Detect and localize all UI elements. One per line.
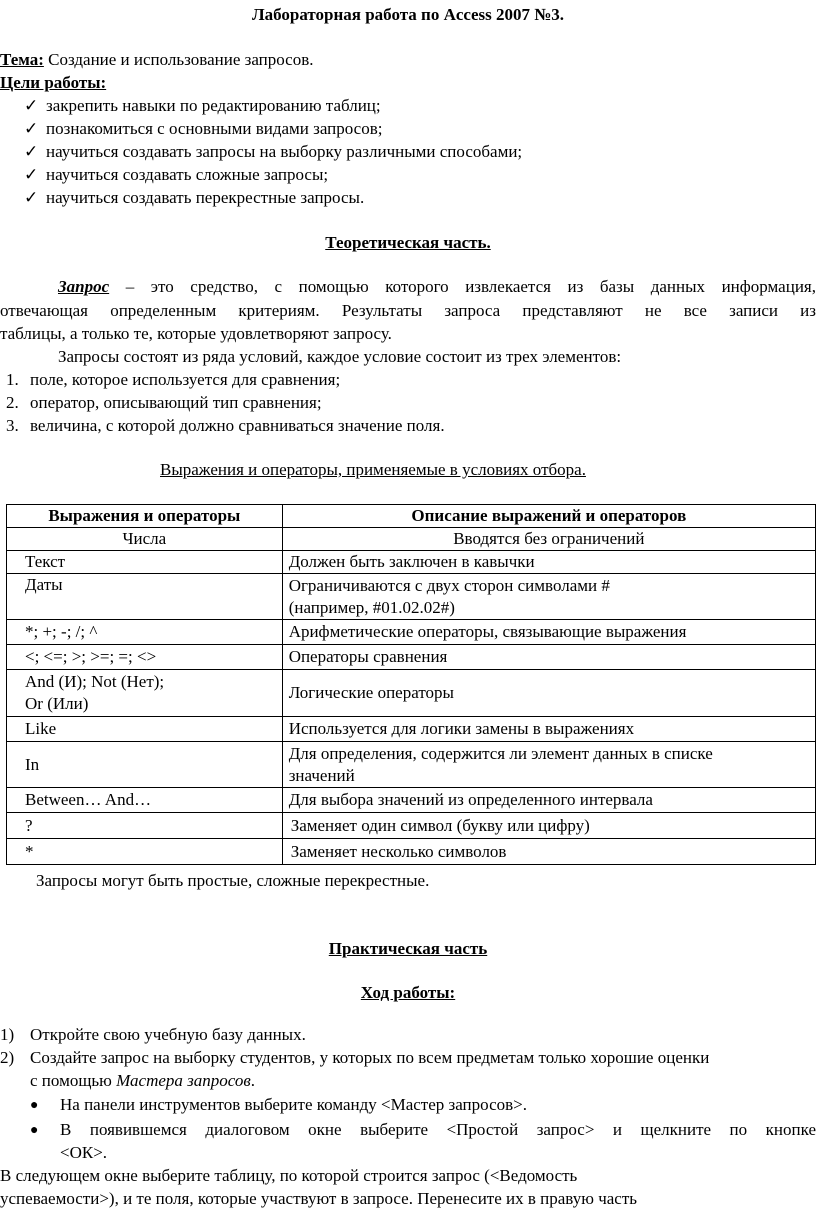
goal-item: научиться создавать сложные запросы; xyxy=(46,165,329,184)
table-row xyxy=(7,717,816,742)
table-row xyxy=(7,551,816,574)
table-header-cell: Описание выражений и операторов xyxy=(282,505,815,528)
checkmark-icon: ✓ xyxy=(24,142,39,161)
table-cell: *; +; -; /; ^ xyxy=(7,620,283,645)
step-2-line2: с помощью Мастера запросов. xyxy=(30,1071,256,1090)
goal-item: научиться создавать перекрестные запросы. xyxy=(46,188,365,207)
checkmark-icon: ✓ xyxy=(24,119,39,138)
table-cell: Заменяет несколько символов xyxy=(282,839,815,865)
theory-heading: Теоретическая часть. xyxy=(325,233,491,252)
table-cell: <; <=; >; >=; =; <> xyxy=(7,645,283,670)
table-cell: And (И); Not (Нет); Or (Или) xyxy=(7,670,283,717)
bullet-icon: ● xyxy=(30,1098,39,1113)
table-row xyxy=(7,670,816,717)
table-cell: Арифметические операторы, связывающие выражения xyxy=(282,620,815,645)
table-row xyxy=(7,742,816,788)
final-line1: В следующем окне выберите таблицу, по которой строится запрос (<Ведомость xyxy=(0,1166,578,1185)
checkmark-icon: ✓ xyxy=(24,96,39,115)
table-cell: In xyxy=(7,742,283,788)
goals-label: Цели работы: xyxy=(0,73,107,92)
table-cell: Логические операторы xyxy=(282,670,815,717)
bullet-1: На панели инструментов выберите команду <Мастер запросов>. xyxy=(60,1095,527,1114)
goal-item: познакомиться с основными видами запросов; xyxy=(46,119,383,138)
term-query: Запрос xyxy=(58,277,110,296)
table-cell: Даты xyxy=(7,574,283,620)
table-cell: * xyxy=(7,839,283,865)
topic-text: Создание и использование запросов. xyxy=(43,50,314,69)
checkmark-icon: ✓ xyxy=(24,165,39,184)
theory-p1-line3: таблицы, а только те, которые удовлетворяют запросу. xyxy=(0,324,392,343)
table-row xyxy=(7,574,816,620)
table-cell: Between… And… xyxy=(7,788,283,813)
bullet-2-line2: <ОК>. xyxy=(60,1143,108,1162)
bullet-2-line1: В появившемся диалоговом окне выберите <Простой запрос> и щелкните по кнопке xyxy=(60,1120,816,1139)
table-cell: Заменяет один символ (букву или цифру) xyxy=(282,813,815,839)
table-caption: Выражения и операторы, применяемые в условиях отбора. xyxy=(160,460,586,479)
final-line2: успеваемости>), и те поля, которые участвуют в запросе. Перенесите их в правую часть xyxy=(0,1189,638,1208)
table-row xyxy=(7,788,816,813)
document-title: Лабораторная работа по Access 2007 №3. xyxy=(251,5,565,24)
practice-subheading: Ход работы: xyxy=(360,983,456,1002)
table-row xyxy=(7,528,816,551)
goal-item: научиться создавать запросы на выборку различными способами; xyxy=(46,142,523,161)
list-item: оператор, описывающий тип сравнения; xyxy=(30,393,322,412)
table-cell: Используется для логики замены в выражениях xyxy=(282,717,815,742)
table-row xyxy=(7,620,816,645)
table-cell: Операторы сравнения xyxy=(282,645,815,670)
theory-p1-line2: отвечающая определенным критериям. Результаты запроса представляют не все записи из xyxy=(0,301,816,320)
step-2-line1: Создайте запрос на выборку студентов, у которых по всем предметам только хорошие оценки xyxy=(30,1048,710,1067)
bullet-icon: ● xyxy=(30,1123,39,1138)
table-header-cell: Выражения и операторы xyxy=(7,505,283,528)
list-item: величина, с которой должно сравниваться значение поля. xyxy=(30,416,445,435)
table-row xyxy=(7,645,816,670)
table-cell: ? xyxy=(7,813,283,839)
theory-p1-line1: Запрос – это средство, с помощью которого извлекается из базы данных информация, xyxy=(58,277,816,296)
table-cell: Like xyxy=(7,717,283,742)
table-cell: Числа xyxy=(7,528,283,551)
checkmark-icon: ✓ xyxy=(24,188,39,207)
table-cell: Для выбора значений из определенного интервала xyxy=(282,788,815,813)
after-table-text: Запросы могут быть простые, сложные перекрестные. xyxy=(36,871,430,890)
table-cell: Вводятся без ограничений xyxy=(282,528,815,551)
goal-item: закрепить навыки по редактированию таблиц; xyxy=(46,96,381,115)
table-cell: Текст xyxy=(7,551,283,574)
topic-label: Тема: xyxy=(0,50,44,69)
list-item: поле, которое используется для сравнения; xyxy=(30,370,341,389)
step-1: Откройте свою учебную базу данных. xyxy=(30,1025,306,1044)
table-row xyxy=(7,839,816,865)
operators-table xyxy=(6,504,816,865)
table-row xyxy=(7,813,816,839)
practice-heading: Практическая часть xyxy=(328,939,488,958)
table-cell: Ограничиваются с двух сторон символами # (например, #01.02.02#) xyxy=(282,574,815,620)
table-cell: Для определения, содержится ли элемент данных в списке значений xyxy=(282,742,815,788)
theory-p2: Запросы состоят из ряда условий, каждое условие состоит из трех элементов: xyxy=(58,347,622,366)
table-cell: Должен быть заключен в кавычки xyxy=(282,551,815,574)
topic-line xyxy=(0,49,314,71)
table-header-row xyxy=(7,505,816,528)
